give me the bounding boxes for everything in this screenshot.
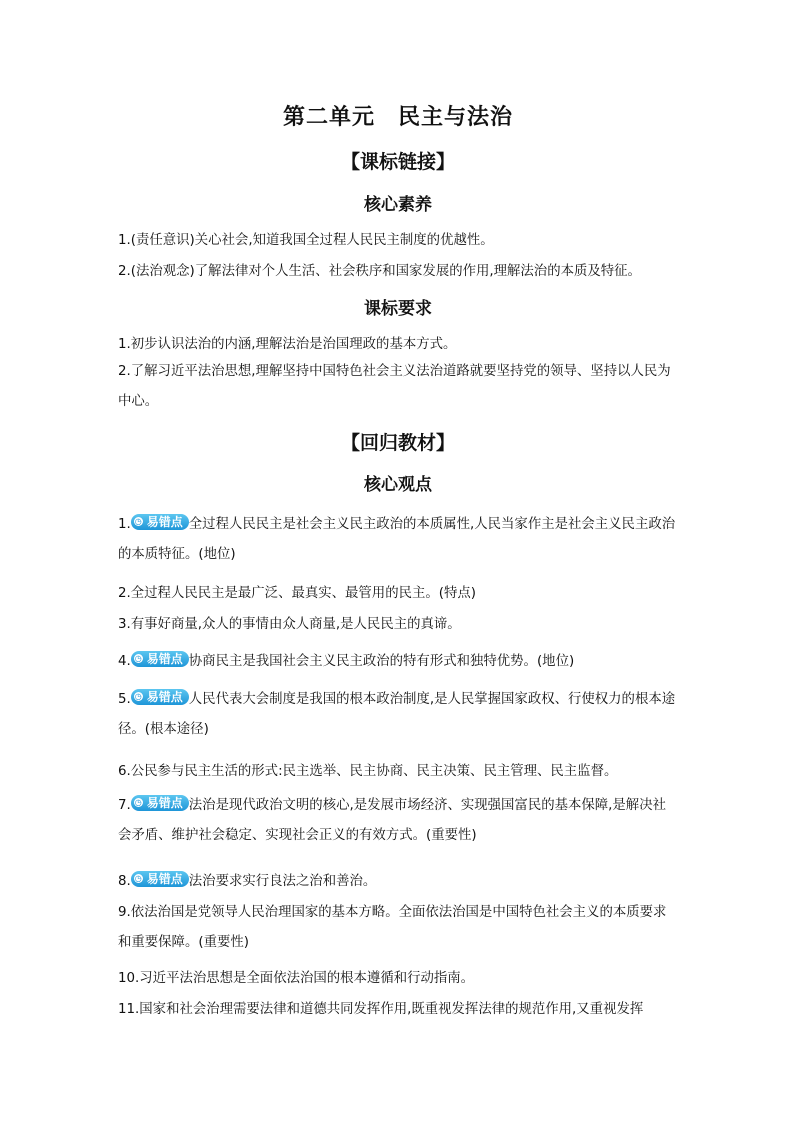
core-point-item [118,510,678,570]
core-point-item [118,791,678,851]
requirement-item: 2.了解习近平法治思想,理解坚持中国特色社会主义法治道路就要坚持党的领导、坚持以人民为中心。 [118,364,671,409]
error-prone-badge [131,514,189,530]
core-point-item [118,870,678,889]
item-text: 依法治国是党领导人民治理国家的基本方略。全面依法治国是中国特色社会主义的本质要求和重要保障。(重要性) [118,905,667,950]
core-point-item [118,582,678,601]
badge-label: 易错点 [146,515,183,529]
badge-label: 易错点 [146,690,183,704]
badge-dot-icon: ◷ [134,798,142,807]
section-heading-curriculum: 【课标链接】 [340,151,455,173]
item-number: 8. [118,874,131,889]
item-text: 全过程人民民主是最广泛、最真实、最管用的民主。(特点) [130,586,476,601]
badge-dot-icon: ◷ [134,692,142,701]
item-text: 法治是现代政治文明的核心,是发展市场经济、实现强国富民的基本保障,是解决社会矛盾、维护社会稳定、实现社会正义的有效方式。(重要性) [118,798,666,843]
item-number: 3. [118,617,131,632]
requirement-item: 1.初步认识法治的内涵,理解法治是治国理政的基本方式。 [118,337,457,352]
core-point-item [118,613,678,632]
item-text: 国家和社会治理需要法律和道德共同发挥作用,既重视发挥法律的规范作用,又重视发挥 [139,1002,644,1017]
item-number: 1. [118,517,131,532]
item-number: 2. [118,586,131,601]
error-prone-badge [131,689,189,705]
item-text: 有事好商量,众人的事情由众人商量,是人民民主的真谛。 [130,617,461,632]
item-text: 习近平法治思想是全面依法治国的根本遵循和行动指南。 [139,971,475,986]
badge-label: 易错点 [146,652,183,666]
item-text: 人民代表大会制度是我国的根本政治制度,是人民掌握国家政权、行使权力的根本途径。(根本途径) [118,692,676,737]
badge-label: 易错点 [146,872,183,886]
core-literacy-item: 2.(法治观念)了解法律对个人生活、社会秩序和国家发展的作用,理解法治的本质及特征。 [118,264,641,279]
core-point-item [118,650,678,669]
error-prone-badge [131,651,189,667]
core-literacy-item: 1.(责任意识)关心社会,知道我国全过程人民民主制度的优越性。 [118,233,494,248]
core-point-item [118,998,678,1017]
item-text: 法治要求实行良法之治和善治。 [188,874,377,889]
badge-dot-icon: ◷ [134,517,142,526]
subheading-core-points: 核心观点 [364,475,432,495]
item-text: 公民参与民主生活的形式:民主选举、民主协商、民主决策、民主管理、民主监督。 [130,764,618,779]
item-number: 5. [118,692,131,707]
item-number: 10. [118,971,140,986]
core-point-item [118,898,678,958]
item-text: 全过程人民民主是社会主义民主政治的本质属性,人民当家作主是社会主义民主政治的本质特征。(地位) [118,517,676,562]
item-number: 6. [118,764,131,779]
badge-label: 易错点 [146,796,183,810]
error-prone-badge [131,795,189,811]
badge-dot-icon: ◷ [134,874,142,883]
section-heading-textbook: 【回归教材】 [340,432,455,454]
item-text: 协商民主是我国社会主义民主政治的特有形式和独特优势。(地位) [188,654,575,669]
subheading-requirements: 课标要求 [364,299,432,319]
core-point-item [118,967,678,986]
page-title: 第二单元 民主与法治 [282,104,513,130]
subheading-core-literacy: 核心素养 [364,195,432,215]
core-point-item [118,760,678,779]
badge-dot-icon: ◷ [134,654,142,663]
core-point-item [118,685,678,745]
item-number: 11. [118,1002,140,1017]
item-number: 4. [118,654,131,669]
item-number: 9. [118,905,131,920]
error-prone-badge [131,871,189,887]
item-number: 7. [118,798,131,813]
